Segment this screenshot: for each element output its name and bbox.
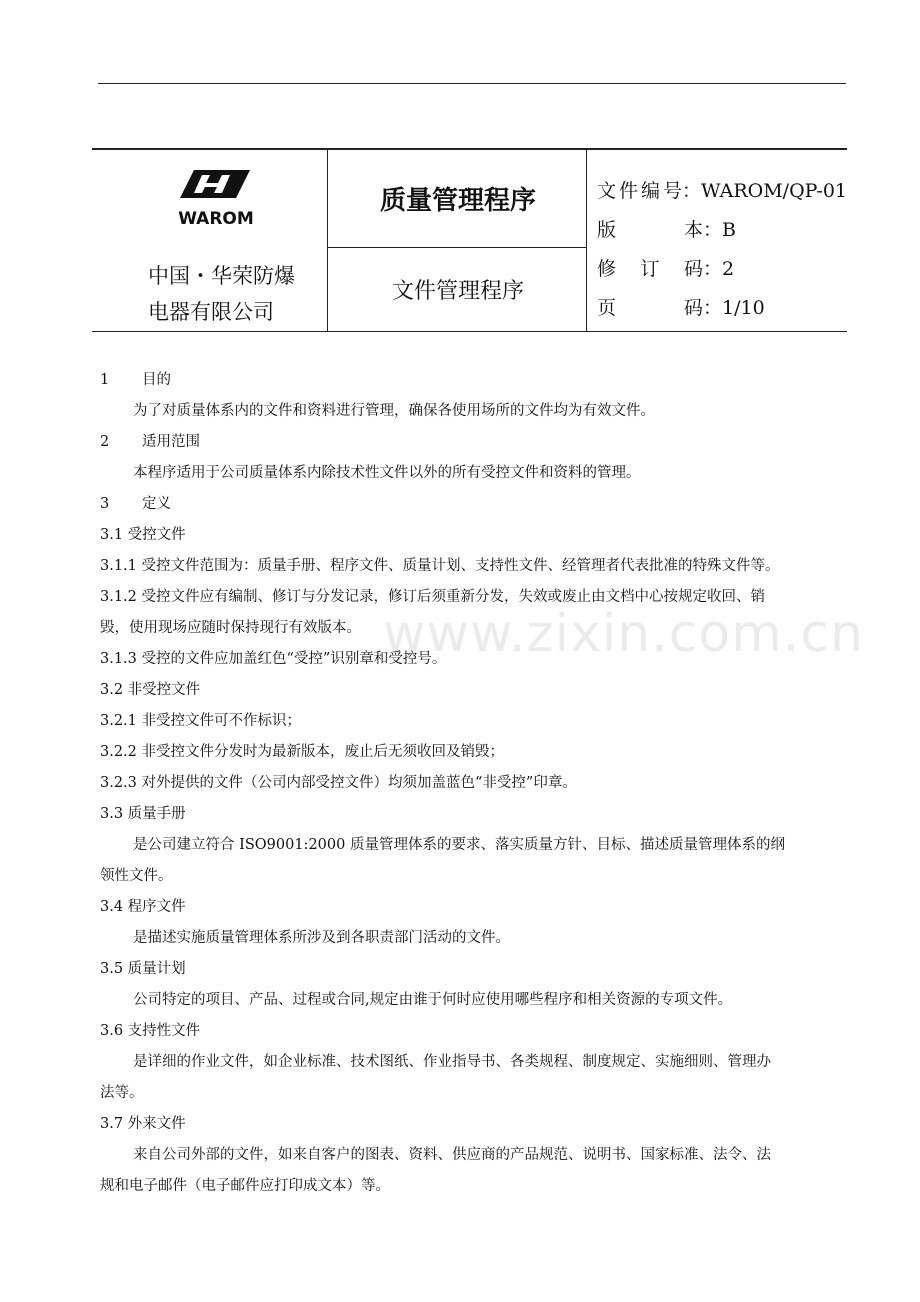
warom-logo <box>166 166 266 236</box>
section-heading <box>100 365 845 396</box>
info-label: 版本 <box>597 219 703 241</box>
info-label: 修订码 <box>597 258 703 280</box>
info-label: 文件编号 <box>597 180 683 202</box>
paragraph: 来自公司外部的文件，如来自客户的图表、资料、供应商的产品规范、说明书、国家标准、法令、法 <box>133 1147 771 1163</box>
subsection-heading: 3.3 质量手册 <box>100 806 186 822</box>
logo-wordmark: WAROM <box>178 209 254 229</box>
subsection-heading: 3.4 程序文件 <box>100 899 186 915</box>
section-heading <box>100 489 845 520</box>
document-body <box>100 365 845 1202</box>
subsection-heading: 3.2 非受控文件 <box>100 682 201 698</box>
paragraph-continuation: 规和电子邮件（电子邮件应打印成文本）等。 <box>100 1178 390 1194</box>
info-value: ：WAROM/QP-01 <box>682 180 847 202</box>
clause: 3.1.2 受控文件应有编制、修订与分发记录，修订后须重新分发，失效或废止由文档中心按规定收回、销 <box>100 589 765 605</box>
clause: 3.2.1 非受控文件可不作标识； <box>100 713 302 729</box>
subsection-heading: 3.5 质量计划 <box>100 961 186 977</box>
paragraph-continuation: 法等。 <box>100 1085 144 1101</box>
section-heading <box>100 427 845 458</box>
paragraph: 是描述实施质量管理体系所涉及到各职责部门活动的文件。 <box>133 930 510 946</box>
top-rule <box>98 83 846 84</box>
info-row-page <box>597 287 847 326</box>
info-value: ：1/10 <box>703 297 765 319</box>
subsection-heading: 3.6 支持性文件 <box>100 1023 201 1039</box>
clause: 3.2.2 非受控文件分发时为最新版本，废止后无须收回及销毁； <box>100 744 505 760</box>
subsection-heading: 3.1 受控文件 <box>100 527 186 543</box>
info-row-doc-number <box>597 170 847 209</box>
info-row-version <box>597 209 847 248</box>
paragraph: 本程序适用于公司质量体系内除技术性文件以外的所有受控文件和资料的管理。 <box>133 465 641 481</box>
company-line-1: 中国・华荣防爆 <box>148 264 295 288</box>
document-info <box>597 170 847 326</box>
clause: 3.1.1 受控文件范围为：质量手册、程序文件、质量计划、支持性文件、经管理者代表批准的特殊文件等。 <box>100 558 780 574</box>
section-number: 1 <box>100 372 110 388</box>
clause: 3.1.3 受控的文件应加盖红色“受控”识别章和受控号。 <box>100 651 447 667</box>
section-title: 定义 <box>142 496 171 512</box>
section-title: 适用范围 <box>142 434 200 450</box>
document-header-table <box>92 148 847 332</box>
document-title: 质量管理程序 <box>379 186 536 216</box>
section-number: 3 <box>100 496 110 512</box>
paragraph: 是公司建立符合 ISO9001:2000 质量管理体系的要求、落实质量方针、目标、描述质量管理体系的纲 <box>133 837 785 853</box>
info-row-revision <box>597 248 847 287</box>
info-value: ：2 <box>703 258 735 280</box>
clause: 3.2.3 对外提供的文件（公司内部受控文件）均须加盖蓝色“非受控”印章。 <box>100 775 577 791</box>
info-label: 页码 <box>597 297 703 319</box>
paragraph: 为了对质量体系内的文件和资料进行管理，确保各使用场所的文件均为有效文件。 <box>133 403 655 419</box>
paragraph-continuation: 领性文件。 <box>100 868 173 884</box>
company-line-2: 电器有限公司 <box>148 300 274 324</box>
info-value: ：B <box>703 219 736 241</box>
paragraph: 是详细的作业文件，如企业标准、技术图纸、作业指导书、各类规程、制度规定、实施细则、管理办 <box>133 1054 771 1070</box>
subsection-heading: 3.7 外来文件 <box>100 1116 186 1132</box>
document-subtitle: 文件管理程序 <box>391 278 524 304</box>
clause-continuation: 毁，使用现场应随时保持现行有效版本。 <box>100 620 361 636</box>
section-title: 目的 <box>142 372 171 388</box>
section-number: 2 <box>100 434 110 450</box>
paragraph: 公司特定的项目、产品、过程或合同,规定由谁于何时应使用哪些程序和相关资源的专项文件。 <box>133 992 733 1008</box>
company-name <box>148 258 328 330</box>
watermark: www.zixin.com.cn <box>383 604 864 664</box>
